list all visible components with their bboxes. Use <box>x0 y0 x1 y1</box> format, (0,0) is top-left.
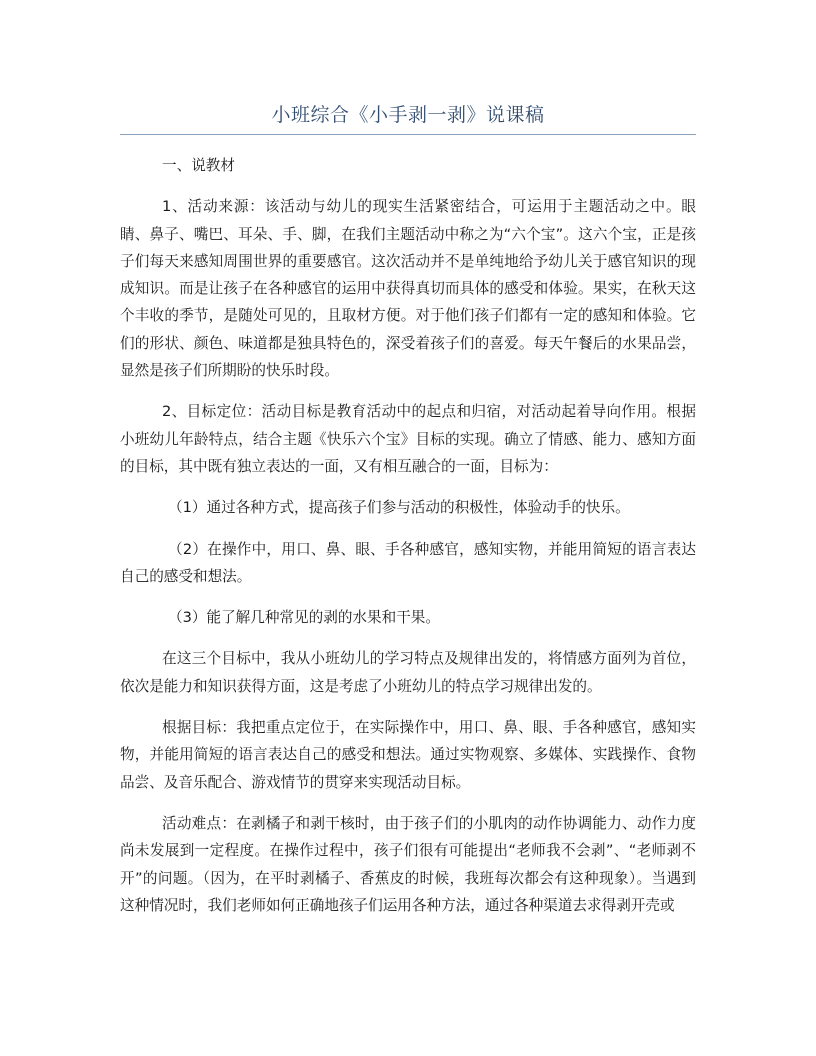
goal-item: （3）能了解几种常见的剥的水果和干果。 <box>168 609 440 627</box>
paragraph: 根据目标：我把重点定位于，在实际操作中，用口、鼻、眼、手各种感官，感知实物，并能用简短的语言表达自己的感受和想法。通过实物观察、多媒体、实践操作、食物品尝、及音乐配合、游戏情节的贯穿来实现活动目标。 <box>120 719 696 791</box>
paragraph: 在这三个目标中，我从小班幼儿的学习特点及规律出发的，将情感方面列为首位，依次是能力和知识获得方面，这是考虑了小班幼儿的特点学习规律出发的。 <box>120 650 696 695</box>
paragraph: 活动难点：在剥橘子和剥干核时，由于孩子们的小肌肉的动作协调能力、动作力度尚未发展到一定程度。在操作过程中，孩子们很有可能提出“老师我不会剥”、“老师剥不开”的问题。（因为，在平时剥橘子、香蕉皮的时候，我班每次都会有这种现象）。当遇到这种情况时，我们老师如何正确地孩子们运用各种方法，通过各种渠道去求得剥开壳或 <box>120 814 696 914</box>
goal-item: （2）在操作中，用口、鼻、眼、手各种感官，感知实物，并能用简短的语言表达自己的感受和想法。 <box>120 540 696 585</box>
paragraph: 1、活动来源：该活动与幼儿的现实生活紧密结合，可运用于主题活动之中。眼睛、鼻子、嘴巴、耳朵、手、脚，在我们主题活动中称之为“六个宝”。这六个宝，正是孩子们每天来感知周围世界的重要感官。这次活动并不是单纯地给予幼儿关于感官知识的现成知识。而是让孩子在各种感官的运用中获得真切而具体的感受和体验。果实，在秋天这个丰收的季节，是随处可见的，且取材方便。对于他们孩子们都有一定的感知和体验。它们的形状、颜色、味道都是独具特色的，深受着孩子们的喜爱。每天午餐后的水果品尝，显然是孩子们所期盼的快乐时段。 <box>120 198 696 380</box>
paragraph: 2、目标定位：活动目标是教育活动中的起点和归宿，对活动起着导向作用。根据小班幼儿年龄特点，结合主题《快乐六个宝》目标的实现。确立了情感、能力、感知方面的目标，其中既有独立表达的一面，又有相互融合的一面，目标为： <box>120 403 696 475</box>
section-heading: 一、说教材 <box>162 157 235 174</box>
title-block <box>120 94 696 135</box>
document-body <box>120 152 696 919</box>
goal-item: （1）通过各种方式，提高孩子们参与活动的积极性，体验动手的快乐。 <box>168 499 630 517</box>
page-title: 小班综合《小手剥一剥》说课稿 <box>271 104 545 126</box>
